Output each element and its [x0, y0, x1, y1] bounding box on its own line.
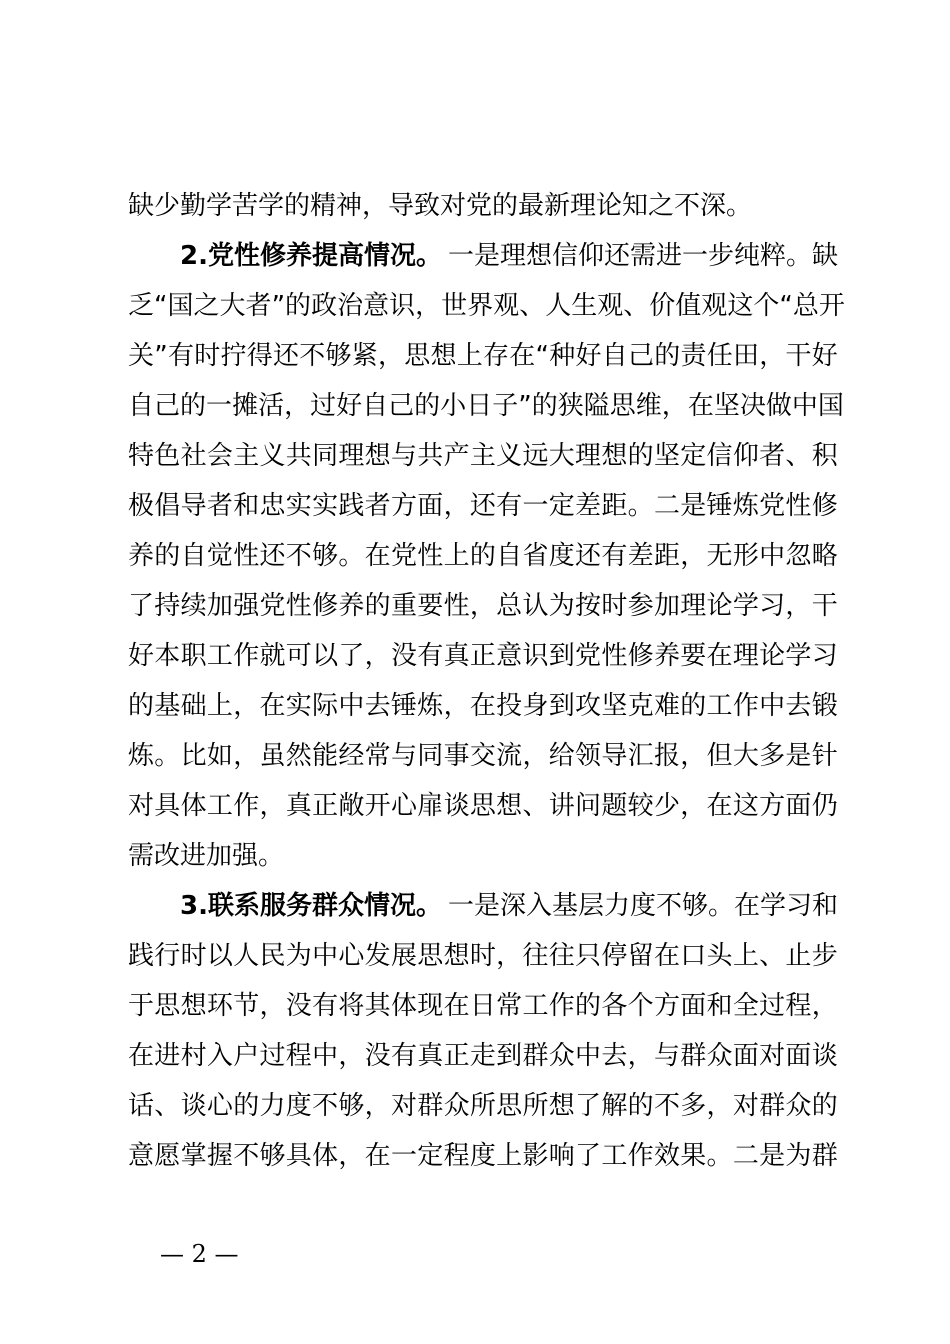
body-line: 好 本 职 工 作 就 可 以 了 ， 没 有 真 正 意 识 到 党 性 修 养 要 在 理 论 学 习 [128, 641, 838, 671]
section-3-heading: 3.联系服务群众情况。 [180, 891, 442, 921]
body-line: 于 思 想 环 节 ， 没 有 将 其 体 现 在 日 常 工 作 的 各 个 方 面 和 全 过 程 ， [128, 991, 838, 1021]
body-line: 乏 “ 国 之 大 者 ” 的 政 治 意 识 ， 世 界 观 、 人 生 观 、 价 值 观 这 个 “ 总 开 [128, 291, 845, 321]
section-2-heading: 2.党性修养提高情况。 [180, 241, 442, 271]
section-3-first-line [180, 886, 838, 926]
body-line: 特 色 社 会 主 义 共 同 理 想 与 共 产 主 义 远 大 理 想 的 坚 定 信 仰 者 、 积 [128, 441, 838, 471]
body-line: 对 具 体 工 作 ， 真 正 敞 开 心 扉 谈 思 想 、 讲 问 题 较 少 ， 在 这 方 面 仍 [128, 791, 838, 821]
body-line: 极 倡 导 者 和 忠 实 实 践 者 方 面 ， 还 有 一 定 差 距 。 二 是 锤 炼 党 性 修 [128, 491, 838, 521]
body-line: 需改进加强。 [128, 841, 285, 871]
body-line: 炼 。 比 如 ， 虽 然 能 经 常 与 同 事 交 流 ， 给 领 导 汇 报 ， 但 大 多 是 针 [128, 741, 838, 771]
body-line: 践 行 时 以 人 民 为 中 心 发 展 思 想 时 ， 往 往 只 停 留 在 口 头 上 、 止 步 [128, 941, 838, 971]
body-line: 意 愿 掌 握 不 够 具 体 ， 在 一 定 程 度 上 影 响 了 工 作 效 果 。 二 是 为 群 [128, 1141, 838, 1171]
body-line: 养 的 自 觉 性 还 不 够 。 在 党 性 上 的 自 省 度 还 有 差 距 ， 无 形 中 忽 略 [128, 541, 838, 571]
body-line: 的 基 础 上 ， 在 实 际 中 去 锤 炼 ， 在 投 身 到 攻 坚 克 难 的 工 作 中 去 锻 [128, 691, 838, 721]
section-2-first-line-text: 一是理想信仰还需进一步纯粹。缺 [447, 241, 838, 271]
body-line: 话 、 谈 心 的 力 度 不 够 ， 对 群 众 所 思 所 想 了 解 的 不 多 ， 对 群 众 的 [128, 1091, 838, 1121]
body-line: 了 持 续 加 强 党 性 修 养 的 重 要 性 ， 总 认 为 按 时 参 加 理 论 学 习 ， 干 [128, 591, 838, 621]
section-3-first-line-text: 一是深入基层力度不够。在学习和 [447, 891, 838, 921]
body-line: 关 ” 有 时 拧 得 还 不 够 紧 ， 思 想 上 存 在 “ 种 好 自 己 的 责 任 田 ， 干 好 [128, 341, 838, 371]
body-line: 在 进 村 入 户 过 程 中 ， 没 有 真 正 走 到 群 众 中 去 ， 与 群 众 面 对 面 谈 [128, 1041, 838, 1071]
page-number: — 2 — [160, 1240, 239, 1268]
body-line: 缺少勤学苦学的精神，导致对党的最新理论知之不深。 [128, 191, 753, 221]
body-line: 自 己 的 一 摊 活 ， 过 好 自 己 的 小 日 子 ” 的 狭 隘 思 维 ， 在 坚 决 做 中 国 [128, 391, 844, 421]
section-2-first-line [180, 236, 838, 276]
